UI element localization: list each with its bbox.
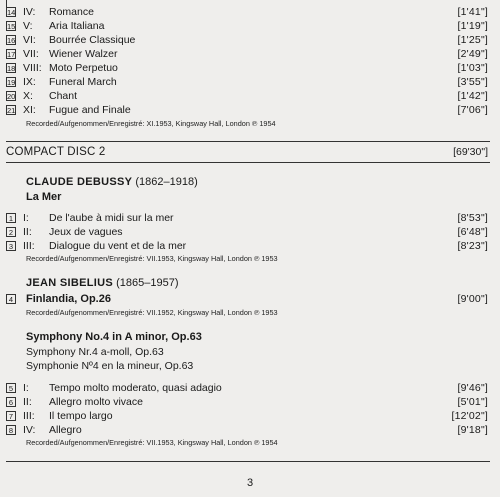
track-duration: [6'48"] <box>457 226 488 238</box>
movement-number: II: <box>23 396 32 408</box>
track-row <box>6 48 488 60</box>
track-title: Romance <box>49 6 94 18</box>
track-duration: [1'03"] <box>457 62 488 74</box>
track-duration: [9'00"] <box>457 293 488 305</box>
track-row <box>6 20 488 32</box>
track-row <box>6 424 488 436</box>
track-number: 14 <box>7 8 16 17</box>
track-duration: [5'01"] <box>457 396 488 408</box>
composer-dates: (1862–1918) <box>135 176 198 188</box>
movement-number: VIII: <box>23 62 42 74</box>
track-duration: [2'49"] <box>457 48 488 60</box>
track-row <box>6 240 488 252</box>
track-row <box>6 382 488 394</box>
track-duration: [1'25"] <box>457 34 488 46</box>
track-row <box>6 76 488 88</box>
track-number: 1 <box>6 213 16 223</box>
track-title: De l'aube à midi sur la mer <box>49 212 174 224</box>
track-row <box>6 104 488 116</box>
section-divider <box>6 162 490 163</box>
disc-duration: [69'30"] <box>453 146 488 158</box>
track-number: 21 <box>7 106 16 115</box>
track-row <box>6 293 488 305</box>
track-number: 6 <box>6 397 16 407</box>
movement-number: I: <box>23 212 29 224</box>
track-row <box>6 62 488 74</box>
track-duration: [9'18"] <box>457 424 488 436</box>
movement-number: IV: <box>23 6 36 18</box>
track-row <box>6 396 488 408</box>
track-number: 7 <box>6 411 16 421</box>
track-duration: [1'19"] <box>457 20 488 32</box>
track-number: 19 <box>7 78 16 87</box>
movement-number: IV: <box>23 424 36 436</box>
track-title: Allegro molto vivace <box>49 396 143 408</box>
track-number: 15 <box>7 22 16 31</box>
page-number: 3 <box>246 477 254 489</box>
movement-number: III: <box>23 410 35 422</box>
track-duration: [8'23"] <box>457 240 488 252</box>
track-title: Tempo molto moderato, quasi adagio <box>49 382 222 394</box>
track-title: Bourrée Classique <box>49 34 136 46</box>
section-divider <box>6 141 490 142</box>
track-title: Dialogue du vent et de la mer <box>49 240 187 252</box>
track-number: 16 <box>7 36 16 45</box>
work-title-french: Symphonie Nº4 en la mineur, Op.63 <box>26 360 194 372</box>
recording-info: Recorded/Aufgenommen/Enregistré: XI.1953, Kingsway Hall, London ℗ 1954 <box>26 119 276 128</box>
track-duration: [9'46"] <box>457 382 488 394</box>
composer-name: JEAN SIBELIUS <box>26 277 114 289</box>
composer-heading <box>26 176 198 189</box>
track-duration: [7'06"] <box>457 104 488 116</box>
track-duration: [12'02"] <box>451 410 488 422</box>
track-number: 17 <box>7 50 16 59</box>
recording-info: Recorded/Aufgenommen/Enregistré: VII.1953, Kingsway Hall, London ℗ 1953 <box>26 254 278 263</box>
composer-heading <box>26 277 178 290</box>
track-title: Fugue and Finale <box>49 104 131 116</box>
movement-number: V: <box>23 20 33 32</box>
track-title: Chant <box>49 90 78 102</box>
track-number: 8 <box>6 425 16 435</box>
track-row <box>6 6 488 18</box>
composer-name: CLAUDE DEBUSSY <box>26 176 133 188</box>
track-number: 3 <box>6 241 16 251</box>
movement-number: II: <box>23 226 32 238</box>
track-number: 5 <box>6 383 16 393</box>
composer-dates: (1865–1957) <box>116 277 179 289</box>
work-title-german: Symphony Nr.4 a-moll, Op.63 <box>26 346 164 358</box>
track-duration: [8'53"] <box>457 212 488 224</box>
track-title: Jeux de vagues <box>49 226 123 238</box>
track-title: Moto Perpetuo <box>49 62 118 74</box>
recording-info: Recorded/Aufgenommen/Enregistré: VII.1952, Kingsway Hall, London ℗ 1953 <box>26 308 278 317</box>
track-title: Funeral March <box>49 76 117 88</box>
track-row <box>6 212 488 224</box>
work-title: La Mer <box>26 191 62 203</box>
movement-number: IX: <box>23 76 36 88</box>
track-duration: [1'41"] <box>457 6 488 18</box>
track-duration: [3'55"] <box>457 76 488 88</box>
movement-number: I: <box>23 382 29 394</box>
track-row <box>6 90 488 102</box>
track-number: 20 <box>7 92 16 101</box>
track-number: 2 <box>6 227 16 237</box>
disc-heading: COMPACT DISC 2 <box>6 146 106 158</box>
track-title: Finlandia, Op.26 <box>26 293 111 305</box>
movement-number: VII: <box>23 48 39 60</box>
recording-info: Recorded/Aufgenommen/Enregistré: VII.1953, Kingsway Hall, London ℗ 1954 <box>26 438 278 447</box>
track-row <box>6 34 488 46</box>
track-duration: [1'42"] <box>457 90 488 102</box>
track-title: Allegro <box>49 424 82 436</box>
work-title: Symphony No.4 in A minor, Op.63 <box>26 331 202 343</box>
footer-rule <box>6 461 490 462</box>
movement-number: X: <box>23 90 33 102</box>
track-row <box>6 410 488 422</box>
track-title: Aria Italiana <box>49 20 105 32</box>
track-title: Il tempo largo <box>49 410 113 422</box>
track-number: 18 <box>7 64 16 73</box>
track-number: 4 <box>6 294 16 304</box>
movement-number: XI: <box>23 104 36 116</box>
movement-number: VI: <box>23 34 36 46</box>
track-title: Wiener Walzer <box>49 48 118 60</box>
track-row <box>6 226 488 238</box>
movement-number: III: <box>23 240 35 252</box>
